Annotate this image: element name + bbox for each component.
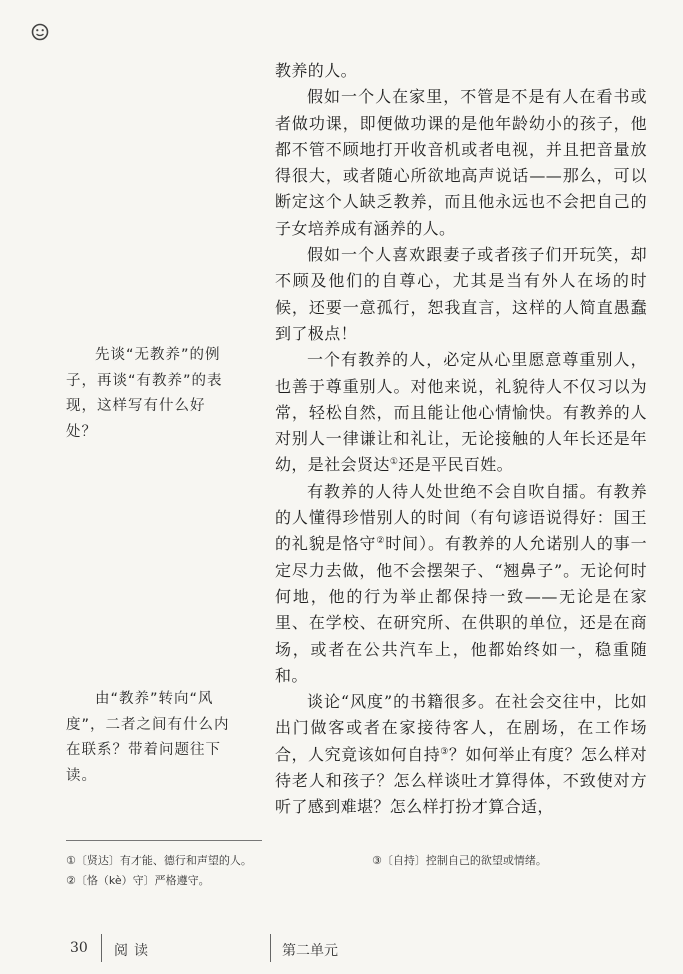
paragraph-6: [275, 689, 647, 820]
paragraph-4-text-b: 还是平民百姓。: [398, 455, 514, 475]
side-note-1: 先谈“无教养”的例子，再谈“有教养”的表现，这样写有什么好处？: [66, 347, 223, 440]
footer-divider-1: [101, 934, 102, 962]
footnote-3: ③〔自持〕控制自己的欲望或情绪。: [372, 854, 547, 867]
paragraph-1: 教养的人。: [275, 61, 358, 80]
footnote-divider: [66, 840, 262, 841]
footer-section: 阅读: [114, 943, 154, 959]
footnote-2: ②〔恪（kè）守〕严格遵守。: [66, 874, 210, 887]
footnote-ref-1: ①: [389, 457, 399, 468]
paragraph-4: [275, 347, 647, 478]
paragraph-6-text-b: ？如何举止有度？怎么样对待老人和孩子？怎么样谈吐才算得体，不致使对方听了感到难堪？怎么样打扮才算合适，: [275, 744, 647, 817]
footnote-1: ①〔贤达〕有才能、德行和声望的人。: [66, 854, 252, 867]
paragraph-5: [275, 479, 647, 689]
footnote-ref-3: ③: [440, 746, 449, 757]
page-number: 30: [70, 940, 88, 956]
footnote-ref-2: ②: [376, 536, 386, 547]
paragraph-5-text-a: 有教养的人待人处世绝不会自吹自擂。有教养的人懂得珍惜别人的时间（有句谚语说得好：国王的礼貌是恪守: [275, 481, 647, 554]
paragraph-6-text-a: 谈论“风度”的书籍很多。在社会交往中，比如出门做客或者在家接待客人，在剧场，在工作场合，人究竟该如何自持: [275, 692, 647, 764]
paragraph-2: 假如一个人在家里，不管是不是有人在看书或者做功课，即便做功课的是他年龄幼小的孩子，他都不管不顾地打开收音机或者电视，并且把音量放得很大，或者随心所欲地高声说话——那么，可以断定这个人缺乏教养，而且他永远也不会把自己的子女培养成有涵养的人。: [275, 87, 647, 238]
paragraph-4-text-a: 一个有教养的人，必定从心里愿意尊重别人，也善于尊重别人。对他来说，礼貌待人不仅习以为常，轻松自然，而且能让他心情愉快。有教养的人对别人一律谦让和礼让，无论接触的人年长还是年幼，是社会贤达: [275, 350, 647, 475]
smiley-icon: [31, 23, 49, 41]
paragraph-3: 假如一个人喜欢跟妻子或者孩子们开玩笑，却不顾及他们的自尊心，尤其是当有外人在场的时候，还要一意孤行，恕我直言，这样的人简直愚蠢到了极点！: [275, 245, 647, 343]
footer-divider-2: [270, 934, 271, 962]
side-note-2: 由“教养”转向“风度”，二者之间有什么内在联系？带着问题往下读。: [66, 691, 230, 784]
footer-unit: 第二单元: [282, 943, 338, 959]
main-text: [275, 58, 647, 821]
paragraph-5-text-b: 时间）。有教养的人允诺别人的事一定尽力去做，他不会摆架子、“翘鼻子”。无论何时何地，他的行为举止都保持一致——无论是在家里、在学校、在研究所、在供职的单位，还是在商场，或者在公共汽车上，他都始终如一，稳重随和。: [275, 534, 648, 685]
